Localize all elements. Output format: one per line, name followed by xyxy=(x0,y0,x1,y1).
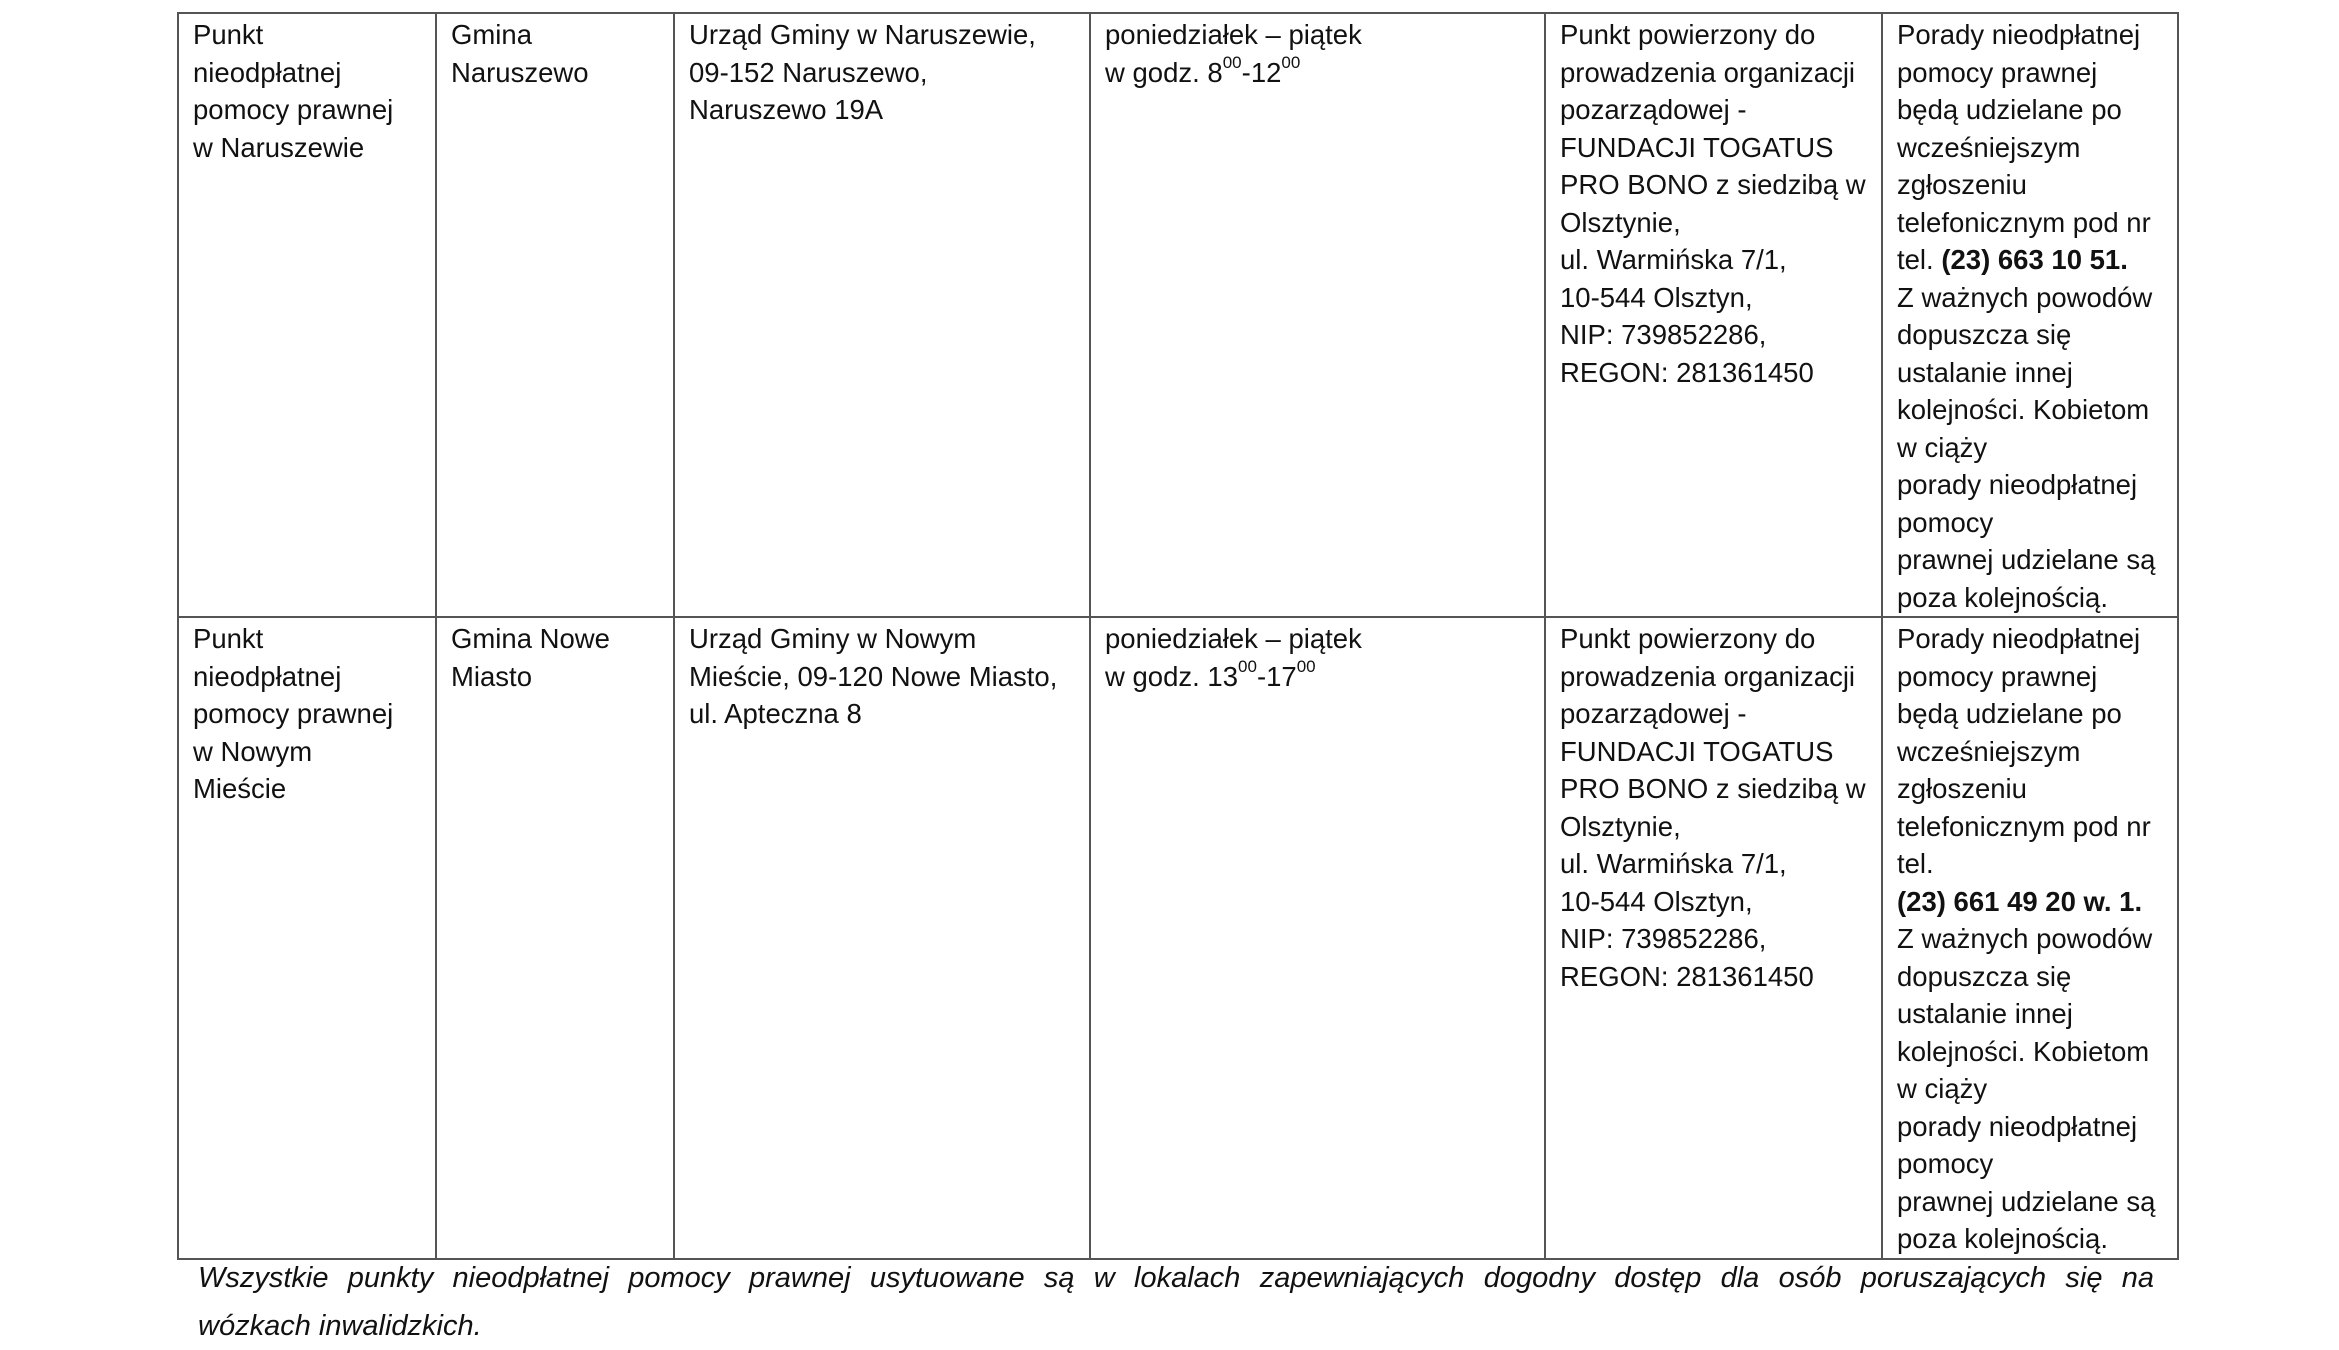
operator-line: REGON: 281361450 xyxy=(1560,960,1814,992)
footnote-line: Wszystkie punkty nieodpłatnej pomocy prawnej usytuowane są w lokalach zapewniających dogodny dostęp dla osób poruszających się na xyxy=(198,1262,2154,1294)
notes-text: poza kolejnością. xyxy=(1897,581,2108,613)
notes-line xyxy=(1897,1183,2163,1221)
operator-line: Punkt powierzony do xyxy=(1560,19,1816,50)
cell-opening-hours xyxy=(1090,13,1545,617)
hours-start-hour: 8 xyxy=(1207,56,1223,88)
operator-line: pozarządowej - xyxy=(1560,94,1747,125)
notes-line xyxy=(1897,995,2163,1033)
point-name-line: pomocy prawnej xyxy=(193,94,394,125)
operator-line: PRO BONO z siedzibą w xyxy=(1560,773,1866,804)
point-name-line: pomocy prawnej xyxy=(193,698,394,729)
notes-text: pomocy prawnej xyxy=(1897,56,2098,88)
point-name-line: Mieście xyxy=(193,773,287,804)
point-name-line: nieodpłatnej xyxy=(193,56,342,88)
notes-line xyxy=(1897,845,2163,883)
operator-line: ul. Warmińska 7/1, xyxy=(1560,244,1787,275)
operator-line: PRO BONO z siedzibą w xyxy=(1560,169,1866,200)
address-line: Mieście, 09-120 Nowe Miasto, xyxy=(689,660,1058,692)
notes-line xyxy=(1897,241,2163,279)
operator-line: FUNDACJI TOGATUS xyxy=(1560,735,1834,767)
point-name-line: Punkt xyxy=(193,623,264,654)
notes-line xyxy=(1897,204,2163,242)
hours-start-hour: 13 xyxy=(1207,660,1239,692)
address-line: 09-152 Naruszewo, xyxy=(689,56,928,88)
opening-days: poniedziałek – piątek xyxy=(1105,19,1362,50)
cell-municipality xyxy=(436,617,674,1259)
notes-text: ustalanie innej xyxy=(1897,998,2073,1029)
notes-text: porady nieodpłatnej xyxy=(1897,469,2138,500)
notes-line xyxy=(1897,129,2163,167)
operator-line: NIP: 739852286, xyxy=(1560,923,1767,954)
notes-line xyxy=(1897,808,2163,846)
notes-text: będą udzielane po xyxy=(1897,94,2122,125)
phone-number xyxy=(1897,883,2163,921)
notes-text: (23) 661 49 20 w. 1. xyxy=(1897,885,2143,917)
operator-line: 10-544 Olsztyn, xyxy=(1560,885,1753,917)
point-name-line: w Naruszewie xyxy=(193,131,365,163)
notes-line xyxy=(1897,504,2163,542)
operator-line: FUNDACJI TOGATUS xyxy=(1560,131,1834,163)
address-line: Urząd Gminy w Naruszewie, xyxy=(689,19,1036,50)
notes-line xyxy=(1897,16,2163,54)
notes-line xyxy=(1897,166,2163,204)
notes-line xyxy=(1897,770,2163,808)
notes-text: kolejności. Kobietom xyxy=(1897,1035,2150,1067)
legal-aid-points-table xyxy=(177,12,2179,1260)
cell-point-name xyxy=(178,617,436,1259)
notes-text: pomocy xyxy=(1897,506,1994,538)
notes-line xyxy=(1897,958,2163,996)
notes-text: ustalanie innej xyxy=(1897,356,2073,388)
address-line: Urząd Gminy w Nowym xyxy=(689,623,977,654)
operator-line: Olsztynie, xyxy=(1560,810,1681,842)
notes-line xyxy=(1897,1220,2163,1258)
notes-line xyxy=(1897,54,2163,92)
cell-address xyxy=(674,13,1090,617)
notes-text: Porady nieodpłatnej xyxy=(1897,623,2141,654)
address-line: Naruszewo 19A xyxy=(689,94,884,125)
operator-line: REGON: 281361450 xyxy=(1560,356,1814,388)
accessibility-footnote xyxy=(198,1254,2154,1350)
cell-address xyxy=(674,617,1090,1259)
notes-line xyxy=(1897,733,2163,771)
notes-text: Z ważnych powodów xyxy=(1897,281,2153,313)
notes-line xyxy=(1897,1033,2163,1071)
notes-line xyxy=(1897,1145,2163,1183)
opening-days: poniedziałek – piątek xyxy=(1105,623,1362,654)
hours-prefix: w godz. xyxy=(1105,56,1208,88)
notes-text: w ciąży xyxy=(1897,431,1988,463)
notes-text: wcześniejszym xyxy=(1897,735,2081,767)
notes-line xyxy=(1897,920,2163,958)
notes-line xyxy=(1897,695,2163,733)
cell-point-name xyxy=(178,13,436,617)
notes-text: tel. xyxy=(1897,244,1942,275)
notes-text: będą udzielane po xyxy=(1897,698,2122,729)
notes-line xyxy=(1897,658,2163,696)
municipality-line: Gmina xyxy=(451,19,532,50)
notes-text: tel. xyxy=(1897,848,1934,879)
table-row xyxy=(178,617,2178,1259)
hours-end-minutes: 00 xyxy=(1281,53,1301,73)
operator-line: prowadzenia organizacji xyxy=(1560,660,1856,692)
notes-text: kolejności. Kobietom xyxy=(1897,394,2150,425)
notes-text: Porady nieodpłatnej xyxy=(1897,19,2141,50)
hours-prefix: w godz. xyxy=(1105,660,1208,692)
hours-separator: - xyxy=(1241,56,1251,88)
address-line: ul. Apteczna 8 xyxy=(689,698,862,729)
table-row xyxy=(178,13,2178,617)
hours-start-minutes: 00 xyxy=(1238,657,1257,677)
notes-line xyxy=(1897,541,2163,579)
notes-text: dopuszcza się xyxy=(1897,960,2072,992)
notes-text: pomocy prawnej xyxy=(1897,660,2098,692)
notes-text: zgłoszeniu xyxy=(1897,773,2027,804)
notes-line xyxy=(1897,429,2163,467)
notes-line xyxy=(1897,466,2163,504)
cell-notes xyxy=(1882,13,2178,617)
hours-separator: - xyxy=(1256,660,1267,692)
phone-number: (23) 663 10 51. xyxy=(1941,244,2128,275)
notes-text: wcześniejszym xyxy=(1897,131,2081,163)
notes-line xyxy=(1897,1070,2163,1108)
hours-start-minutes: 00 xyxy=(1222,53,1242,73)
notes-line xyxy=(1897,620,2163,658)
notes-text: dopuszcza się xyxy=(1897,319,2072,350)
notes-text: pomocy xyxy=(1897,1148,1994,1179)
notes-text: prawnej udzielane są xyxy=(1897,1185,2156,1217)
opening-hours xyxy=(1105,658,1530,696)
opening-hours xyxy=(1105,54,1530,92)
municipality-line: Miasto xyxy=(451,660,532,692)
notes-text: Z ważnych powodów xyxy=(1897,923,2153,954)
hours-end-hour: 12 xyxy=(1250,56,1282,88)
notes-text: zgłoszeniu xyxy=(1897,169,2027,200)
cell-municipality xyxy=(436,13,674,617)
footnote-line: wózkach inwalidzkich. xyxy=(198,1310,482,1342)
operator-line: prowadzenia organizacji xyxy=(1560,56,1856,88)
notes-line xyxy=(1897,391,2163,429)
notes-line xyxy=(1897,279,2163,317)
operator-line: pozarządowej - xyxy=(1560,698,1747,729)
notes-text: prawnej udzielane są xyxy=(1897,544,2156,575)
notes-line xyxy=(1897,1108,2163,1146)
operator-line: Olsztynie, xyxy=(1560,206,1681,238)
hours-end-minutes: 00 xyxy=(1296,657,1316,677)
notes-line xyxy=(1897,316,2163,354)
notes-text: telefonicznym pod nr xyxy=(1897,810,2151,842)
notes-text: w ciąży xyxy=(1897,1073,1988,1104)
notes-text: poza kolejnością. xyxy=(1897,1223,2108,1254)
point-name-line: w Nowym xyxy=(193,735,313,767)
hours-end-hour: 17 xyxy=(1266,660,1297,692)
notes-line xyxy=(1897,354,2163,392)
cell-operator xyxy=(1545,617,1882,1259)
notes-line xyxy=(1897,91,2163,129)
notes-line xyxy=(1897,579,2163,617)
point-name-line: nieodpłatnej xyxy=(193,660,342,692)
notes-text: telefonicznym pod nr xyxy=(1897,206,2151,238)
municipality-line: Naruszewo xyxy=(451,56,589,88)
operator-line: Punkt powierzony do xyxy=(1560,623,1816,654)
cell-notes xyxy=(1882,617,2178,1259)
notes-text: porady nieodpłatnej xyxy=(1897,1110,2138,1142)
cell-operator xyxy=(1545,13,1882,617)
operator-line: NIP: 739852286, xyxy=(1560,319,1767,350)
cell-opening-hours xyxy=(1090,617,1545,1259)
municipality-line: Gmina Nowe xyxy=(451,623,610,654)
point-name-line: Punkt xyxy=(193,19,264,50)
operator-line: 10-544 Olsztyn, xyxy=(1560,281,1753,313)
operator-line: ul. Warmińska 7/1, xyxy=(1560,848,1787,879)
